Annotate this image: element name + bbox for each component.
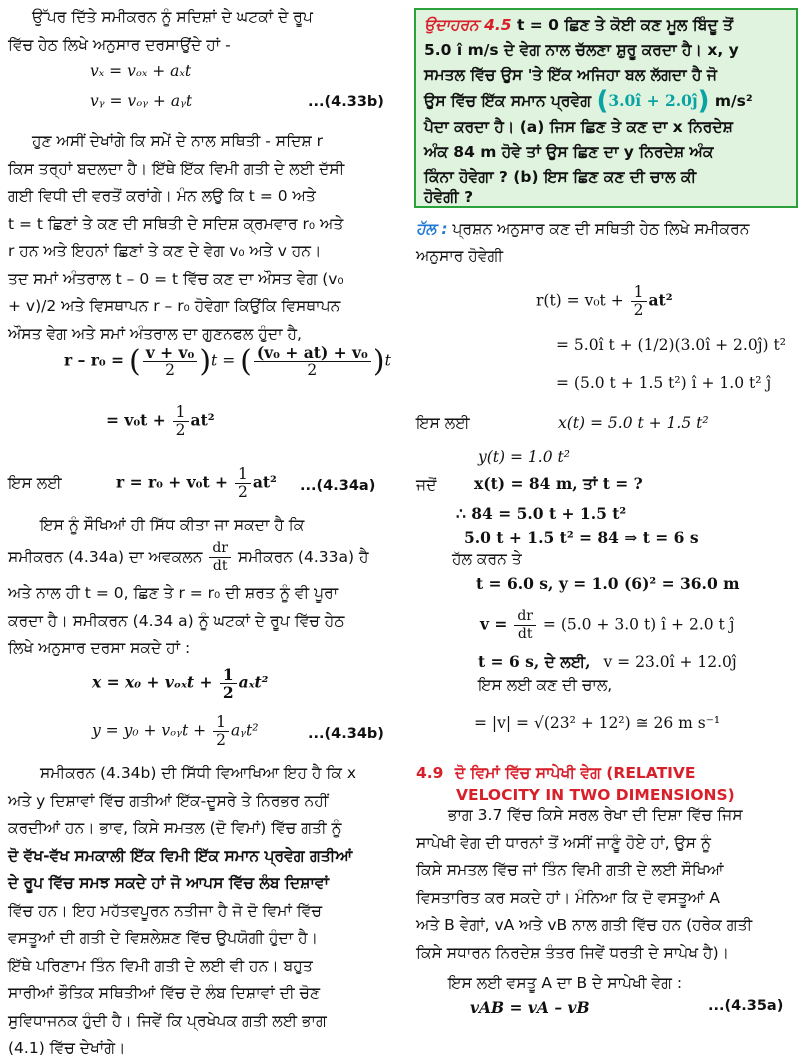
fraction-denominator: dt [517,626,533,642]
fraction-numerator: 1 [235,466,251,484]
section-paragraph [416,802,794,967]
solution-velocity-eq [480,608,735,643]
example-line-8: ਹੋਵੇਗੀ ? [424,188,474,206]
equation-y-component [92,714,258,749]
solution-eq-x: x(t) = 5.0 t + 1.5 t² [558,414,709,432]
equation-part: v = [480,614,508,634]
fraction-numerator: dr [514,608,536,626]
fraction-denominator: 2 [307,361,318,379]
solution-step-1: ∴ 84 = 5.0 t + 1.5 t² [456,504,627,523]
fraction-denominator: 2 [237,483,248,501]
para-2 [8,128,386,348]
equation-part: x = x₀ + vₒₓt + [92,672,213,692]
equation-lhs: r – r₀ = [64,350,125,370]
right-column [408,0,803,1033]
solution-line-2: ਅਨੁਸਾਰ ਹੋਵੇਗੀ [416,247,503,265]
fraction-denominator: 2 [175,421,186,439]
fraction-numerator: dr [209,540,231,558]
para-4-line: ਸੁਵਿਧਾਜਨਕ ਹੁੰਦੀ ਹੈ। ਜਿਵੇਂ ਕਿ ਪ੍ਰਖੇਪਕ ਗਤੀ ਲਈ ਭਾਗ [8,1011,327,1030]
para-2-line: ਕਿਸ ਤਰ੍ਹਾਂ ਬਦਲਦਾ ਹੈ। ਇੱਥੇ ਇੱਕ ਵਿਮੀ ਗਤੀ ਦੇ ਲਈ ਦੱਸੀ [8,159,345,178]
para-2-line: ਤਦ ਸਮਾਂ ਅੰਤਰਾਲ t – 0 = t ਵਿੱਚ ਕਣ ਦਾ ਔਸਤ ਵੇਗ (v₀ [8,269,344,288]
equation-part: r = r₀ + v₀t + [116,472,229,492]
para-4-line: ਦੋ ਵੱਖ-ਵੱਖ ਸਮਕਾਲੀ ਇੱਕ ਵਿਮੀ ਇੱਕ ਸਮਾਨ ਪ੍ਰਵੇਗ ਗਤੀਆਂ [8,846,353,865]
equation-part: r(t) = v₀t + [536,291,624,310]
section-heading-line-1 [416,762,696,784]
section-paragraph-line: ਭਾਗ 3.7 ਵਿੱਚ ਕਿਸੇ ਸਰਲ ਰੇਖਾ ਦੀ ਦਿਸ਼ਾ ਵਿੱਚ ਜਿਸ [448,806,743,824]
para-3-line: ਕਰਦਾ ਹੈ। ਸਮੀਕਰਨ (4.34 a) ਨੂੰ ਘਟਕਾਂ ਦੇ ਰੂਪ ਵਿੱਚ ਹੇਠ [8,611,345,630]
equation-part: at² [648,290,673,310]
fraction-denominator: 2 [222,683,234,702]
fraction-numerator: 1 [220,666,237,684]
text-span: ਸਮੀਕਰਨ (4.34a) ਦਾ ਅਵਕਲਨ [8,548,203,566]
text-span: t = 0 ਛਿਣ ਤੇ ਕੋਈ ਕਣ ਮੂਲ ਬਿੰਦੂ ਤੋਂ [516,16,734,34]
equation-part: aᵧt² [230,721,259,740]
para-4-line: ਵਸਤੂਆਂ ਦੀ ਗਤੀ ਦੇ ਵਿਸ਼ਲੇਸ਼ਣ ਵਿੱਚ ਉਪਯੋਗੀ ਹੁੰਦਾ ਹੈ। [8,929,319,947]
para-2-line: ਗਈ ਵਿਧੀ ਦੀ ਵਰਤੋਂ ਕਰਾਂਗੇ। ਮੰਨ ਲਉ ਕਿ t = 0 ਅਤੇ [8,187,316,205]
equation-part: at² [190,410,215,430]
section-paragraph-2: ਇਸ ਲਈ ਵਸਤੂ A ਦਾ B ਦੇ ਸਾਪੇਖੀ ਵੇਗ : [448,974,683,992]
text-span: ਉਸ ਵਿੱਚ ਇੱਕ ਸਮਾਨ ਪ੍ਰਵੇਗ [424,92,592,110]
solution-eq-2: = 5.0î t + (1/2)(3.0î + 2.0ĵ) t² [556,336,786,354]
solution-when: x(t) = 84 m, ਤਾਂ t = ? [474,474,643,493]
equation-part: aₓt² [238,672,269,692]
section-title: ਦੋ ਵਿਮਾਂ ਵਿੱਚ ਸਾਪੇਖੀ ਵੇਗ [454,764,601,782]
para-3-line: ਅਤੇ ਨਾਲ ਹੀ t = 0, ਛਿਣ ਤੇ r = r₀ ਦੀ ਸ਼ਰਤ ਨੂੰ ਵੀ ਪੂਰਾ [8,584,339,602]
para-2-line: ਹੁਣ ਅਸੀਂ ਦੇਖਾਂਗੇ ਕਿ ਸਮੇਂ ਦੇ ਨਾਲ ਸਥਿਤੀ - ਸਦਿਸ਼ r [32,132,323,150]
equation-number-4-34a: ...(4.34a) [300,478,376,494]
acceleration-vector: 3.0î + 2.0ĵ [608,91,698,110]
equation-4-34a [116,466,277,501]
para-3-line-1: ਇਸ ਨੂੰ ਸੌਖਿਆਂ ਹੀ ਸਿੱਧ ਕੀਤਾ ਜਾ ਸਕਦਾ ਹੈ ਕਿ [40,516,305,534]
para-4 [8,760,386,1063]
para-3-line: ਲਿਖੇ ਅਨੁਸਾਰ ਦਰਸਾ ਸਕਦੇ ਹਾਂ : [8,639,191,657]
solution-step-3: t = 6.0 s, y = 1.0 (6)² = 36.0 m [476,574,740,593]
velocity-value: v = 23.0î + 12.0ĵ [603,653,737,671]
fraction-numerator: 1 [213,714,229,732]
unit-span: m/s² [714,92,753,110]
example-box [414,8,798,208]
equation-number-4-35a: ...(4.35a) [708,998,784,1014]
equation-4-33b: vᵧ = vₒᵧ + aᵧt [90,92,193,110]
para-1-line-2: ਵਿੱਚ ਹੇਠ ਲਿਖੇ ਅਨੁਸਾਰ ਦਰਸਾਉਂਦੇ ਹਾਂ - [8,36,231,54]
para-4-line: (4.1) ਵਿੱਚ ਦੇਖਾਂਗੇ। [8,1039,126,1057]
section-paragraph-line: ਸਾਪੇਖੀ ਵੇਗ ਦੀ ਧਾਰਨਾਂ ਤੋਂ ਅਸੀਂ ਜਾਣੂੰ ਹੋਏ ਹਾਂ, ਉਸ ਨੂੰ [416,833,711,852]
section-paragraph-line: ਕਿਸੇ ਸਮਤਲ ਵਿੱਚ ਜਾਂ ਤਿੰਨ ਵਿਮੀ ਗਤੀ ਦੇ ਲਈ ਸੌਖਿਆਂ [416,861,724,879]
solution-eq-1 [536,284,673,319]
solution-line-1 [416,216,749,243]
example-line-4: ਉਸ ਵਿੱਚ ਇੱਕ ਸਮਾਨ ਪ੍ਰਵੇਗ (3.0î + 2.0ĵ) m/s² [424,86,753,116]
equation-part: = v₀t + [106,410,166,430]
on-solving-label: ਹੱਲ ਕਰਨ ਤੇ [452,550,522,568]
therefore-label: ਇਸ ਲਈ [8,474,62,492]
example-label: ਉਦਾਹਰਨ 4.5 [424,16,512,34]
section-title-english: (RELATIVE [606,764,696,782]
example-line-3: ਸਮਤਲ ਵਿੱਚ ਉਸ 'ਤੇ ਇੱਕ ਅਜਿਹਾ ਬਲ ਲੱਗਦਾ ਹੈ ਜੋ [424,66,718,84]
solution-speed-text: ਇਸ ਲਈ ਕਣ ਦੀ ਚਾਲ, [478,676,613,694]
solution-label: ਹੱਲ : [416,220,448,238]
para-4-line: ਸਾਰੀਆਂ ਭੌਤਿਕ ਸਥਿਤੀਆਂ ਵਿੱਚ ਦੋ ਲੰਬ ਦਿਸ਼ਾਵਾਂ ਦੀ ਚੋਣ [8,984,321,1002]
fraction-numerator: 1 [173,404,189,422]
section-paragraph-line: ਅਤੇ B ਵੇਗਾਂ, vA ਅਤੇ vB ਨਾਲ ਗਤੀ ਵਿੱਚ ਹਨ (ਹਰੇਕ ਗਤੀ [416,916,753,934]
para-4-line: ਦੇ ਰੂਪ ਵਿੱਚ ਸਮਝ ਸਕਦੇ ਹਾਂ ਜੋ ਆਪਸ ਵਿੱਚ ਲੰਬ ਦਿਸ਼ਾਵਾਂ [8,874,329,892]
equation-displacement-2 [106,404,215,439]
equation-number-4-34b: ...(4.34b) [308,726,384,742]
solution-step-2: 5.0 t + 1.5 t² = 84 ⇒ t = 6 s [464,528,699,547]
para-4-line: ਇੱਥੇ ਪਰਿਣਾਮ ਤਿੰਨ ਵਿਮੀ ਗਤੀ ਦੇ ਲਈ ਵੀ ਹਨ। ਬਹੁਤ [8,956,313,975]
text-span: t = 6 s, ਦੇ ਲਈ, [478,652,591,671]
example-line-1 [424,12,733,39]
equation-4-35a: vAB = vA – vB [470,998,590,1017]
equation-4-33a: vₓ = vₒₓ + aₓt [90,62,192,80]
para-2-line: ਔਸਤ ਵੇਗ ਅਤੇ ਸਮਾਂ ਅੰਤਰਾਲ ਦਾ ਗੁਣਨਫਲ ਹੁੰਦਾ ਹੈ, [8,324,302,343]
para-4-line: ਕਰਦੀਆਂ ਹਨ। ਭਾਵ, ਕਿਸੇ ਸਮਤਲ (ਦੋ ਵਿਮਾਂ) ਵਿੱਚ ਗਤੀ ਨੂੰ [8,819,342,837]
para-3-line-2 [8,540,368,575]
fraction-numerator: v + v₀ [143,344,198,362]
section-paragraph-line: ਕਿਸੇ ਸਧਾਰਨ ਨਿਰਦੇਸ਼ ਤੰਤਰ ਜਿਵੇਂ ਧਰਤੀ ਦੇ ਸਾਪੇਖ ਹੈ)। [416,943,730,962]
fraction-denominator: 2 [633,301,644,319]
therefore-label: ਇਸ ਲਈ [416,414,470,432]
text-span: ਪ੍ਰਸ਼ਨ ਅਨੁਸਾਰ ਕਣ ਦੀ ਸਥਿਤੀ ਹੇਠ ਲਿਖੇ ਸਮੀਕਰਨ [452,220,750,238]
fraction-denominator: dt [212,558,228,574]
fraction-numerator: 1 [631,284,647,302]
example-line-7: ਕਿੰਨਾ ਹੋਵੇਗਾ ? (b) ਇਸ ਛਿਣ ਕਣ ਦੀ ਚਾਲ ਕੀ [424,168,697,186]
para-4-line: ਸਮੀਕਰਨ (4.34b) ਦੀ ਸਿੱਧੀ ਵਿਆਖਿਆ ਇਹ ਹੈ ਕਿ x [40,764,357,782]
section-number: 4.9 [416,764,444,782]
solution-eq-3: = (5.0 t + 1.5 t²) î + 1.0 t² ĵ [556,374,772,392]
equation-displacement: r – r₀ = ( $\frac{\text{v + v₀}}{2}$ )t = ( $\frac{\text{(v₀ + at) + v₀}}{2}$ )t [64,343,391,379]
equation-x-component [92,666,268,701]
example-line-6: ਅੰਕ 84 m ਹੋਵੇ ਤਾਂ ਉਸ ਛਿਣ ਦਾ y ਨਿਰਦੇਸ਼ ਅੰਕ [424,143,714,161]
para-1-line-1: ਉੱਪਰ ਦਿੱਤੇ ਸਮੀਕਰਨ ਨੂੰ ਸਦਿਸ਼ਾਂ ਦੇ ਘਟਕਾਂ ਦੇ ਰੂਪ [32,8,313,26]
fraction-denominator: 2 [165,361,175,379]
para-4-line: ਅਤੇ y ਦਿਸ਼ਾਵਾਂ ਵਿੱਚ ਗਤੀਆਂ ਇੱਕ-ਦੂਸਰੇ ਤੇ ਨਿਰਭਰ ਨਹੀਂ [8,791,329,810]
text-span: ਸਮੀਕਰਨ (4.33a) ਹੈ [237,548,369,566]
equation-part: y = y₀ + vₒᵧt + [92,721,207,740]
solution-eq-y: y(t) = 1.0 t² [478,448,570,466]
solution-speed-eq: = |v| = √(23² + 12²) ≅ 26 m s⁻¹ [474,714,721,732]
example-line-2: 5.0 î m/s ਦੇ ਵੇਗ ਨਾਲ ਚੱਲਣਾ ਸ਼ੁਰੂ ਕਰਦਾ ਹੈ। x, y [424,41,739,59]
equation-part: = (5.0 + 3.0 t) î + 2.0 t ĵ [542,615,735,634]
example-line-5: ਪੈਦਾ ਕਰਦਾ ਹੈ। (a) ਜਿਸ ਛਿਣ ਤੇ ਕਣ ਦਾ x ਨਿਰਦੇਸ਼ [424,118,733,136]
para-4-line: ਵਿੱਚ ਹਨ। ਇਹ ਮਹੱਤਵਪੂਰਨ ਨਤੀਜਾ ਹੈ ਜੋ ਦੋ ਵਿਮਾਂ ਵਿੱਚ [8,901,322,920]
section-paragraph-line: ਵਿਸਤਾਰਿਤ ਕਰ ਸਕਦੇ ਹਾਂ। ਮੰਨਿਆ ਕਿ ਦੋ ਵਸਤੂਆਂ A [416,888,721,907]
para-2-line: + v)/2 ਅਤੇ ਵਿਸਥਾਪਨ r – r₀ ਹੋਵੇਗਾ ਕਿਉਂਕਿ ਵਿਸਥਾਪਨ [8,297,341,315]
fraction-denominator: 2 [216,731,226,749]
equation-part: at² [252,472,277,492]
para-2-line: r ਹਨ ਅਤੇ ਇਹਨਾਂ ਛਿਣਾਂ ਤੇ ਕਣ ਦੇ ਵੇਗ v₀ ਅਤੇ v ਹਨ। [8,242,322,260]
equation-number-4-33b: ...(4.33b) [308,94,384,110]
left-column [0,0,398,1057]
para-2-line: t = t ਛਿਣਾਂ ਤੇ ਕਣ ਦੀ ਸਥਿਤੀ ਦੇ ਸਦਿਸ਼ ਕ੍ਰਮਵਾਰ r₀ ਅਤੇ [8,214,344,233]
when-label: ਜਦੋਂ [416,476,437,494]
section-heading-line-2: VELOCITY IN TWO DIMENSIONS) [456,786,735,804]
para-3-rest [8,580,386,663]
fraction-numerator: (v₀ + at) + v₀ [254,344,371,362]
